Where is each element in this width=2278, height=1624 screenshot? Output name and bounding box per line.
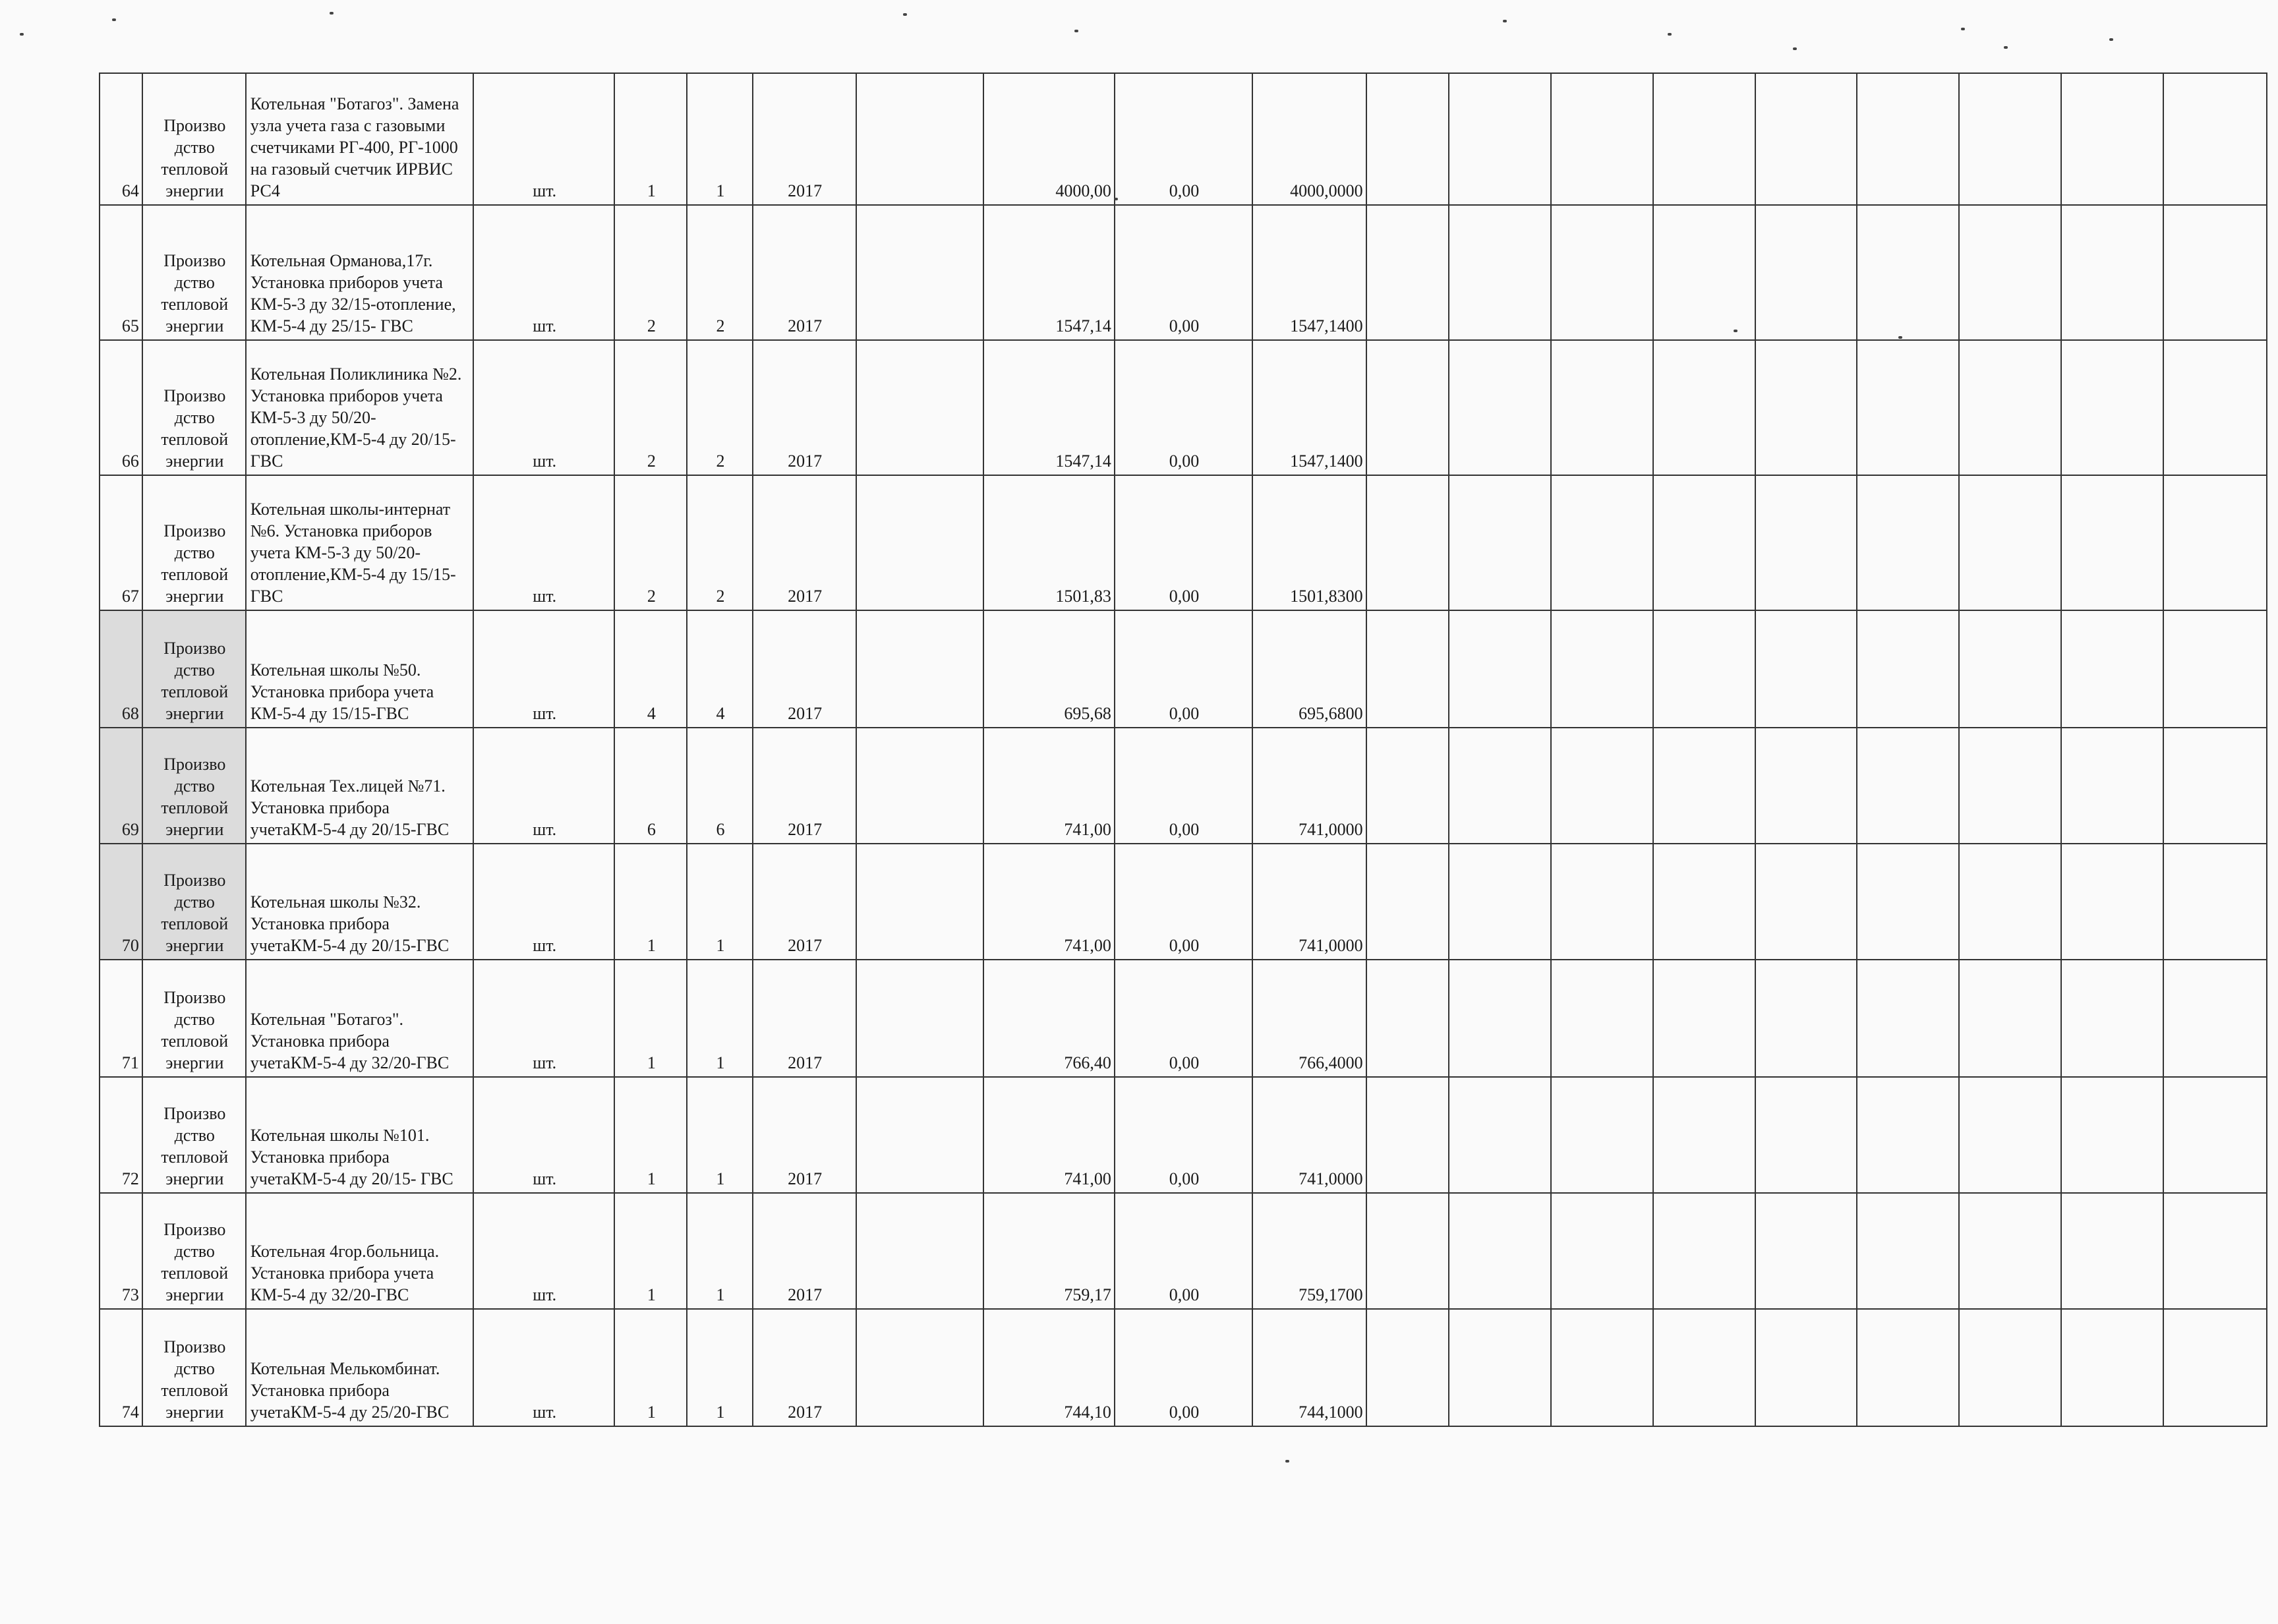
row-number: 69 — [100, 728, 142, 844]
empty-cell — [1449, 205, 1551, 340]
empty-cell — [2163, 340, 2267, 475]
category-cell: Произво дство тепловой энергии — [142, 1309, 246, 1426]
empty-cell — [856, 73, 984, 205]
category-cell: Произво дство тепловой энергии — [142, 475, 246, 610]
empty-cell — [2163, 205, 2267, 340]
empty-cell — [1366, 340, 1449, 475]
zero-value-cell: 0,00 — [1115, 1309, 1252, 1426]
empty-cell — [1653, 205, 1755, 340]
unit-cell: шт. — [473, 1077, 614, 1193]
price-cell: 741,00 — [983, 728, 1115, 844]
scan-speck — [2004, 46, 2008, 49]
empty-cell — [1551, 340, 1653, 475]
empty-cell — [1755, 475, 1857, 610]
quantity-cell: 1 — [687, 1077, 752, 1193]
table-row — [100, 340, 2267, 475]
empty-cell — [2061, 475, 2163, 610]
quantity-cell: 1 — [614, 1193, 687, 1309]
category-cell: Произво дство тепловой энергии — [142, 340, 246, 475]
empty-cell — [1653, 610, 1755, 728]
empty-cell — [1551, 1309, 1653, 1426]
category-cell: Произво дство тепловой энергии — [142, 844, 246, 960]
empty-cell — [856, 205, 984, 340]
empty-cell — [1959, 475, 2061, 610]
table-row — [100, 960, 2267, 1077]
scan-speck — [1734, 330, 1738, 332]
total-cell: 759,1700 — [1252, 1193, 1366, 1309]
year-cell: 2017 — [753, 73, 856, 205]
year-cell: 2017 — [753, 844, 856, 960]
empty-cell — [1755, 1309, 1857, 1426]
empty-cell — [1857, 1077, 1959, 1193]
empty-cell — [856, 960, 984, 1077]
category-cell: Произво дство тепловой энергии — [142, 610, 246, 728]
price-cell: 4000,00 — [983, 73, 1115, 205]
empty-cell — [1551, 728, 1653, 844]
scan-speck — [1114, 198, 1118, 200]
empty-cell — [1551, 1077, 1653, 1193]
total-cell: 4000,0000 — [1252, 73, 1366, 205]
description-cell: Котельная Орманова,17г. Установка приборов учета КМ-5-3 ду 32/15-отопление, КМ-5-4 ду 25/15- ГВС — [246, 205, 473, 340]
description-cell: Котельная 4гор.больница. Установка прибора учета КМ-5-4 ду 32/20-ГВС — [246, 1193, 473, 1309]
empty-cell — [1366, 475, 1449, 610]
empty-cell — [1551, 960, 1653, 1077]
empty-cell — [1755, 1193, 1857, 1309]
table-row — [100, 73, 2267, 205]
description-cell: Котельная Тех.лицей №71. Установка прибора учетаКМ-5-4 ду 20/15-ГВС — [246, 728, 473, 844]
scan-speck — [1503, 20, 1507, 22]
empty-cell — [2061, 1309, 2163, 1426]
description-cell: Котельная школы №50. Установка прибора учета КМ-5-4 ду 15/15-ГВС — [246, 610, 473, 728]
total-cell: 766,4000 — [1252, 960, 1366, 1077]
empty-cell — [856, 1193, 984, 1309]
quantity-cell: 4 — [614, 610, 687, 728]
empty-cell — [1449, 1077, 1551, 1193]
empty-cell — [1755, 73, 1857, 205]
zero-value-cell: 0,00 — [1115, 73, 1252, 205]
category-cell: Произво дство тепловой энергии — [142, 1193, 246, 1309]
price-cell: 741,00 — [983, 1077, 1115, 1193]
empty-cell — [1857, 475, 1959, 610]
quantity-cell: 1 — [687, 1193, 752, 1309]
empty-cell — [1366, 844, 1449, 960]
row-number: 70 — [100, 844, 142, 960]
scan-speck — [903, 13, 907, 16]
year-cell: 2017 — [753, 960, 856, 1077]
unit-cell: шт. — [473, 728, 614, 844]
empty-cell — [856, 1309, 984, 1426]
empty-cell — [1755, 205, 1857, 340]
empty-cell — [1653, 1193, 1755, 1309]
year-cell: 2017 — [753, 340, 856, 475]
description-cell: Котельная "Ботагоз". Замена узла учета газа с газовыми счетчиками РГ-400, РГ-1000 на газовый счетчик ИРВИС РС4 — [246, 73, 473, 205]
empty-cell — [2163, 728, 2267, 844]
total-cell: 1547,1400 — [1252, 205, 1366, 340]
empty-cell — [1449, 610, 1551, 728]
empty-cell — [1551, 475, 1653, 610]
data-table — [99, 72, 2267, 1427]
price-cell: 1547,14 — [983, 205, 1115, 340]
scan-speck — [112, 18, 116, 21]
category-cell: Произво дство тепловой энергии — [142, 960, 246, 1077]
empty-cell — [1551, 610, 1653, 728]
table-row — [100, 1193, 2267, 1309]
empty-cell — [1857, 1193, 1959, 1309]
empty-cell — [1857, 844, 1959, 960]
quantity-cell: 1 — [614, 1077, 687, 1193]
unit-cell: шт. — [473, 1193, 614, 1309]
scan-speck — [1793, 47, 1797, 50]
quantity-cell: 4 — [687, 610, 752, 728]
quantity-cell: 2 — [614, 205, 687, 340]
quantity-cell: 1 — [614, 1309, 687, 1426]
unit-cell: шт. — [473, 610, 614, 728]
empty-cell — [2061, 340, 2163, 475]
year-cell: 2017 — [753, 1077, 856, 1193]
description-cell: Котельная Мелькомбинат. Установка прибора учетаКМ-5-4 ду 25/20-ГВС — [246, 1309, 473, 1426]
quantity-cell: 2 — [687, 475, 752, 610]
empty-cell — [1366, 1077, 1449, 1193]
empty-cell — [2061, 1193, 2163, 1309]
scan-speck — [1074, 30, 1078, 32]
empty-cell — [856, 610, 984, 728]
empty-cell — [2163, 960, 2267, 1077]
empty-cell — [1959, 728, 2061, 844]
empty-cell — [1755, 960, 1857, 1077]
quantity-cell: 1 — [687, 73, 752, 205]
empty-cell — [2061, 728, 2163, 844]
description-cell: Котельная школы №32. Установка прибора учетаКМ-5-4 ду 20/15-ГВС — [246, 844, 473, 960]
empty-cell — [1449, 340, 1551, 475]
total-cell: 741,0000 — [1252, 1077, 1366, 1193]
empty-cell — [1857, 73, 1959, 205]
total-cell: 695,6800 — [1252, 610, 1366, 728]
row-number: 71 — [100, 960, 142, 1077]
quantity-cell: 1 — [614, 844, 687, 960]
price-cell: 695,68 — [983, 610, 1115, 728]
empty-cell — [1551, 1193, 1653, 1309]
empty-cell — [2163, 475, 2267, 610]
empty-cell — [2061, 73, 2163, 205]
empty-cell — [1366, 73, 1449, 205]
unit-cell: шт. — [473, 205, 614, 340]
unit-cell: шт. — [473, 960, 614, 1077]
unit-cell: шт. — [473, 475, 614, 610]
category-cell: Произво дство тепловой энергии — [142, 205, 246, 340]
row-number: 66 — [100, 340, 142, 475]
empty-cell — [1449, 728, 1551, 844]
table-row — [100, 844, 2267, 960]
quantity-cell: 6 — [687, 728, 752, 844]
scan-speck — [20, 33, 24, 36]
empty-cell — [2061, 960, 2163, 1077]
empty-cell — [1755, 340, 1857, 475]
category-cell: Произво дство тепловой энергии — [142, 728, 246, 844]
empty-cell — [1449, 844, 1551, 960]
scan-speck — [2109, 38, 2113, 41]
empty-cell — [1653, 844, 1755, 960]
scan-speck — [330, 12, 334, 14]
empty-cell — [1653, 960, 1755, 1077]
row-number: 72 — [100, 1077, 142, 1193]
quantity-cell: 1 — [687, 960, 752, 1077]
empty-cell — [1366, 205, 1449, 340]
total-cell: 1547,1400 — [1252, 340, 1366, 475]
table-row — [100, 610, 2267, 728]
quantity-cell: 2 — [614, 475, 687, 610]
unit-cell: шт. — [473, 844, 614, 960]
quantity-cell: 1 — [614, 960, 687, 1077]
empty-cell — [1366, 960, 1449, 1077]
zero-value-cell: 0,00 — [1115, 610, 1252, 728]
empty-cell — [1959, 205, 2061, 340]
year-cell: 2017 — [753, 1193, 856, 1309]
quantity-cell: 2 — [687, 340, 752, 475]
year-cell: 2017 — [753, 1309, 856, 1426]
unit-cell: шт. — [473, 73, 614, 205]
empty-cell — [1653, 340, 1755, 475]
table-row — [100, 1077, 2267, 1193]
empty-cell — [856, 1077, 984, 1193]
empty-cell — [1551, 73, 1653, 205]
empty-cell — [1959, 1193, 2061, 1309]
year-cell: 2017 — [753, 728, 856, 844]
price-cell: 766,40 — [983, 960, 1115, 1077]
zero-value-cell: 0,00 — [1115, 728, 1252, 844]
price-cell: 744,10 — [983, 1309, 1115, 1426]
empty-cell — [1449, 73, 1551, 205]
quantity-cell: 1 — [614, 73, 687, 205]
price-cell: 1501,83 — [983, 475, 1115, 610]
year-cell: 2017 — [753, 475, 856, 610]
price-cell: 759,17 — [983, 1193, 1115, 1309]
empty-cell — [1755, 1077, 1857, 1193]
empty-cell — [1959, 960, 2061, 1077]
unit-cell: шт. — [473, 1309, 614, 1426]
total-cell: 744,1000 — [1252, 1309, 1366, 1426]
table-row — [100, 205, 2267, 340]
empty-cell — [1653, 475, 1755, 610]
empty-cell — [1449, 1193, 1551, 1309]
empty-cell — [2061, 1077, 2163, 1193]
row-number: 67 — [100, 475, 142, 610]
empty-cell — [1366, 1193, 1449, 1309]
empty-cell — [1755, 844, 1857, 960]
quantity-cell: 1 — [687, 844, 752, 960]
empty-cell — [2163, 610, 2267, 728]
zero-value-cell: 0,00 — [1115, 960, 1252, 1077]
zero-value-cell: 0,00 — [1115, 1077, 1252, 1193]
price-cell: 1547,14 — [983, 340, 1115, 475]
empty-cell — [1857, 205, 1959, 340]
scan-speck — [1898, 336, 1902, 339]
category-cell: Произво дство тепловой энергии — [142, 1077, 246, 1193]
unit-cell: шт. — [473, 340, 614, 475]
empty-cell — [1857, 610, 1959, 728]
empty-cell — [1959, 844, 2061, 960]
quantity-cell: 1 — [687, 1309, 752, 1426]
empty-cell — [856, 728, 984, 844]
description-cell: Котельная Поликлиника №2. Установка приборов учета КМ-5-3 ду 50/20-отопление,КМ-5-4 ду 20/15- ГВС — [246, 340, 473, 475]
empty-cell — [1366, 728, 1449, 844]
empty-cell — [1857, 960, 1959, 1077]
year-cell: 2017 — [753, 205, 856, 340]
empty-cell — [2163, 73, 2267, 205]
zero-value-cell: 0,00 — [1115, 475, 1252, 610]
quantity-cell: 2 — [614, 340, 687, 475]
empty-cell — [2163, 844, 2267, 960]
quantity-cell: 2 — [687, 205, 752, 340]
empty-cell — [1366, 610, 1449, 728]
empty-cell — [1857, 728, 1959, 844]
empty-cell — [856, 475, 984, 610]
empty-cell — [2061, 610, 2163, 728]
table-row — [100, 1309, 2267, 1426]
empty-cell — [1449, 475, 1551, 610]
empty-cell — [856, 844, 984, 960]
total-cell: 1501,8300 — [1252, 475, 1366, 610]
scan-speck — [1668, 33, 1672, 36]
year-cell: 2017 — [753, 610, 856, 728]
empty-cell — [1959, 1309, 2061, 1426]
empty-cell — [1366, 1309, 1449, 1426]
row-number: 68 — [100, 610, 142, 728]
empty-cell — [1653, 1077, 1755, 1193]
empty-cell — [1755, 728, 1857, 844]
scan-speck — [1961, 28, 1965, 30]
empty-cell — [2061, 205, 2163, 340]
zero-value-cell: 0,00 — [1115, 340, 1252, 475]
scan-speck — [1285, 1460, 1289, 1463]
table-row — [100, 728, 2267, 844]
table-row — [100, 475, 2267, 610]
zero-value-cell: 0,00 — [1115, 844, 1252, 960]
empty-cell — [856, 340, 984, 475]
zero-value-cell: 0,00 — [1115, 205, 1252, 340]
row-number: 65 — [100, 205, 142, 340]
empty-cell — [1449, 960, 1551, 1077]
category-cell: Произво дство тепловой энергии — [142, 73, 246, 205]
empty-cell — [1551, 844, 1653, 960]
empty-cell — [1551, 205, 1653, 340]
empty-cell — [1653, 728, 1755, 844]
total-cell: 741,0000 — [1252, 728, 1366, 844]
empty-cell — [1449, 1309, 1551, 1426]
description-cell: Котельная "Ботагоз". Установка прибора учетаКМ-5-4 ду 32/20-ГВС — [246, 960, 473, 1077]
empty-cell — [1857, 1309, 1959, 1426]
empty-cell — [2163, 1193, 2267, 1309]
empty-cell — [1959, 610, 2061, 728]
empty-cell — [1959, 340, 2061, 475]
empty-cell — [1653, 1309, 1755, 1426]
description-cell: Котельная школы-интернат №6. Установка приборов учета КМ-5-3 ду 50/20-отопление,КМ-5-4 ду 15/15- ГВС — [246, 475, 473, 610]
row-number: 74 — [100, 1309, 142, 1426]
empty-cell — [1959, 73, 2061, 205]
row-number: 64 — [100, 73, 142, 205]
empty-cell — [2061, 844, 2163, 960]
empty-cell — [2163, 1309, 2267, 1426]
empty-cell — [2163, 1077, 2267, 1193]
empty-cell — [1653, 73, 1755, 205]
empty-cell — [1959, 1077, 2061, 1193]
zero-value-cell: 0,00 — [1115, 1193, 1252, 1309]
empty-cell — [1857, 340, 1959, 475]
description-cell: Котельная школы №101. Установка прибора учетаКМ-5-4 ду 20/15- ГВС — [246, 1077, 473, 1193]
empty-cell — [1755, 610, 1857, 728]
total-cell: 741,0000 — [1252, 844, 1366, 960]
quantity-cell: 6 — [614, 728, 687, 844]
row-number: 73 — [100, 1193, 142, 1309]
price-cell: 741,00 — [983, 844, 1115, 960]
